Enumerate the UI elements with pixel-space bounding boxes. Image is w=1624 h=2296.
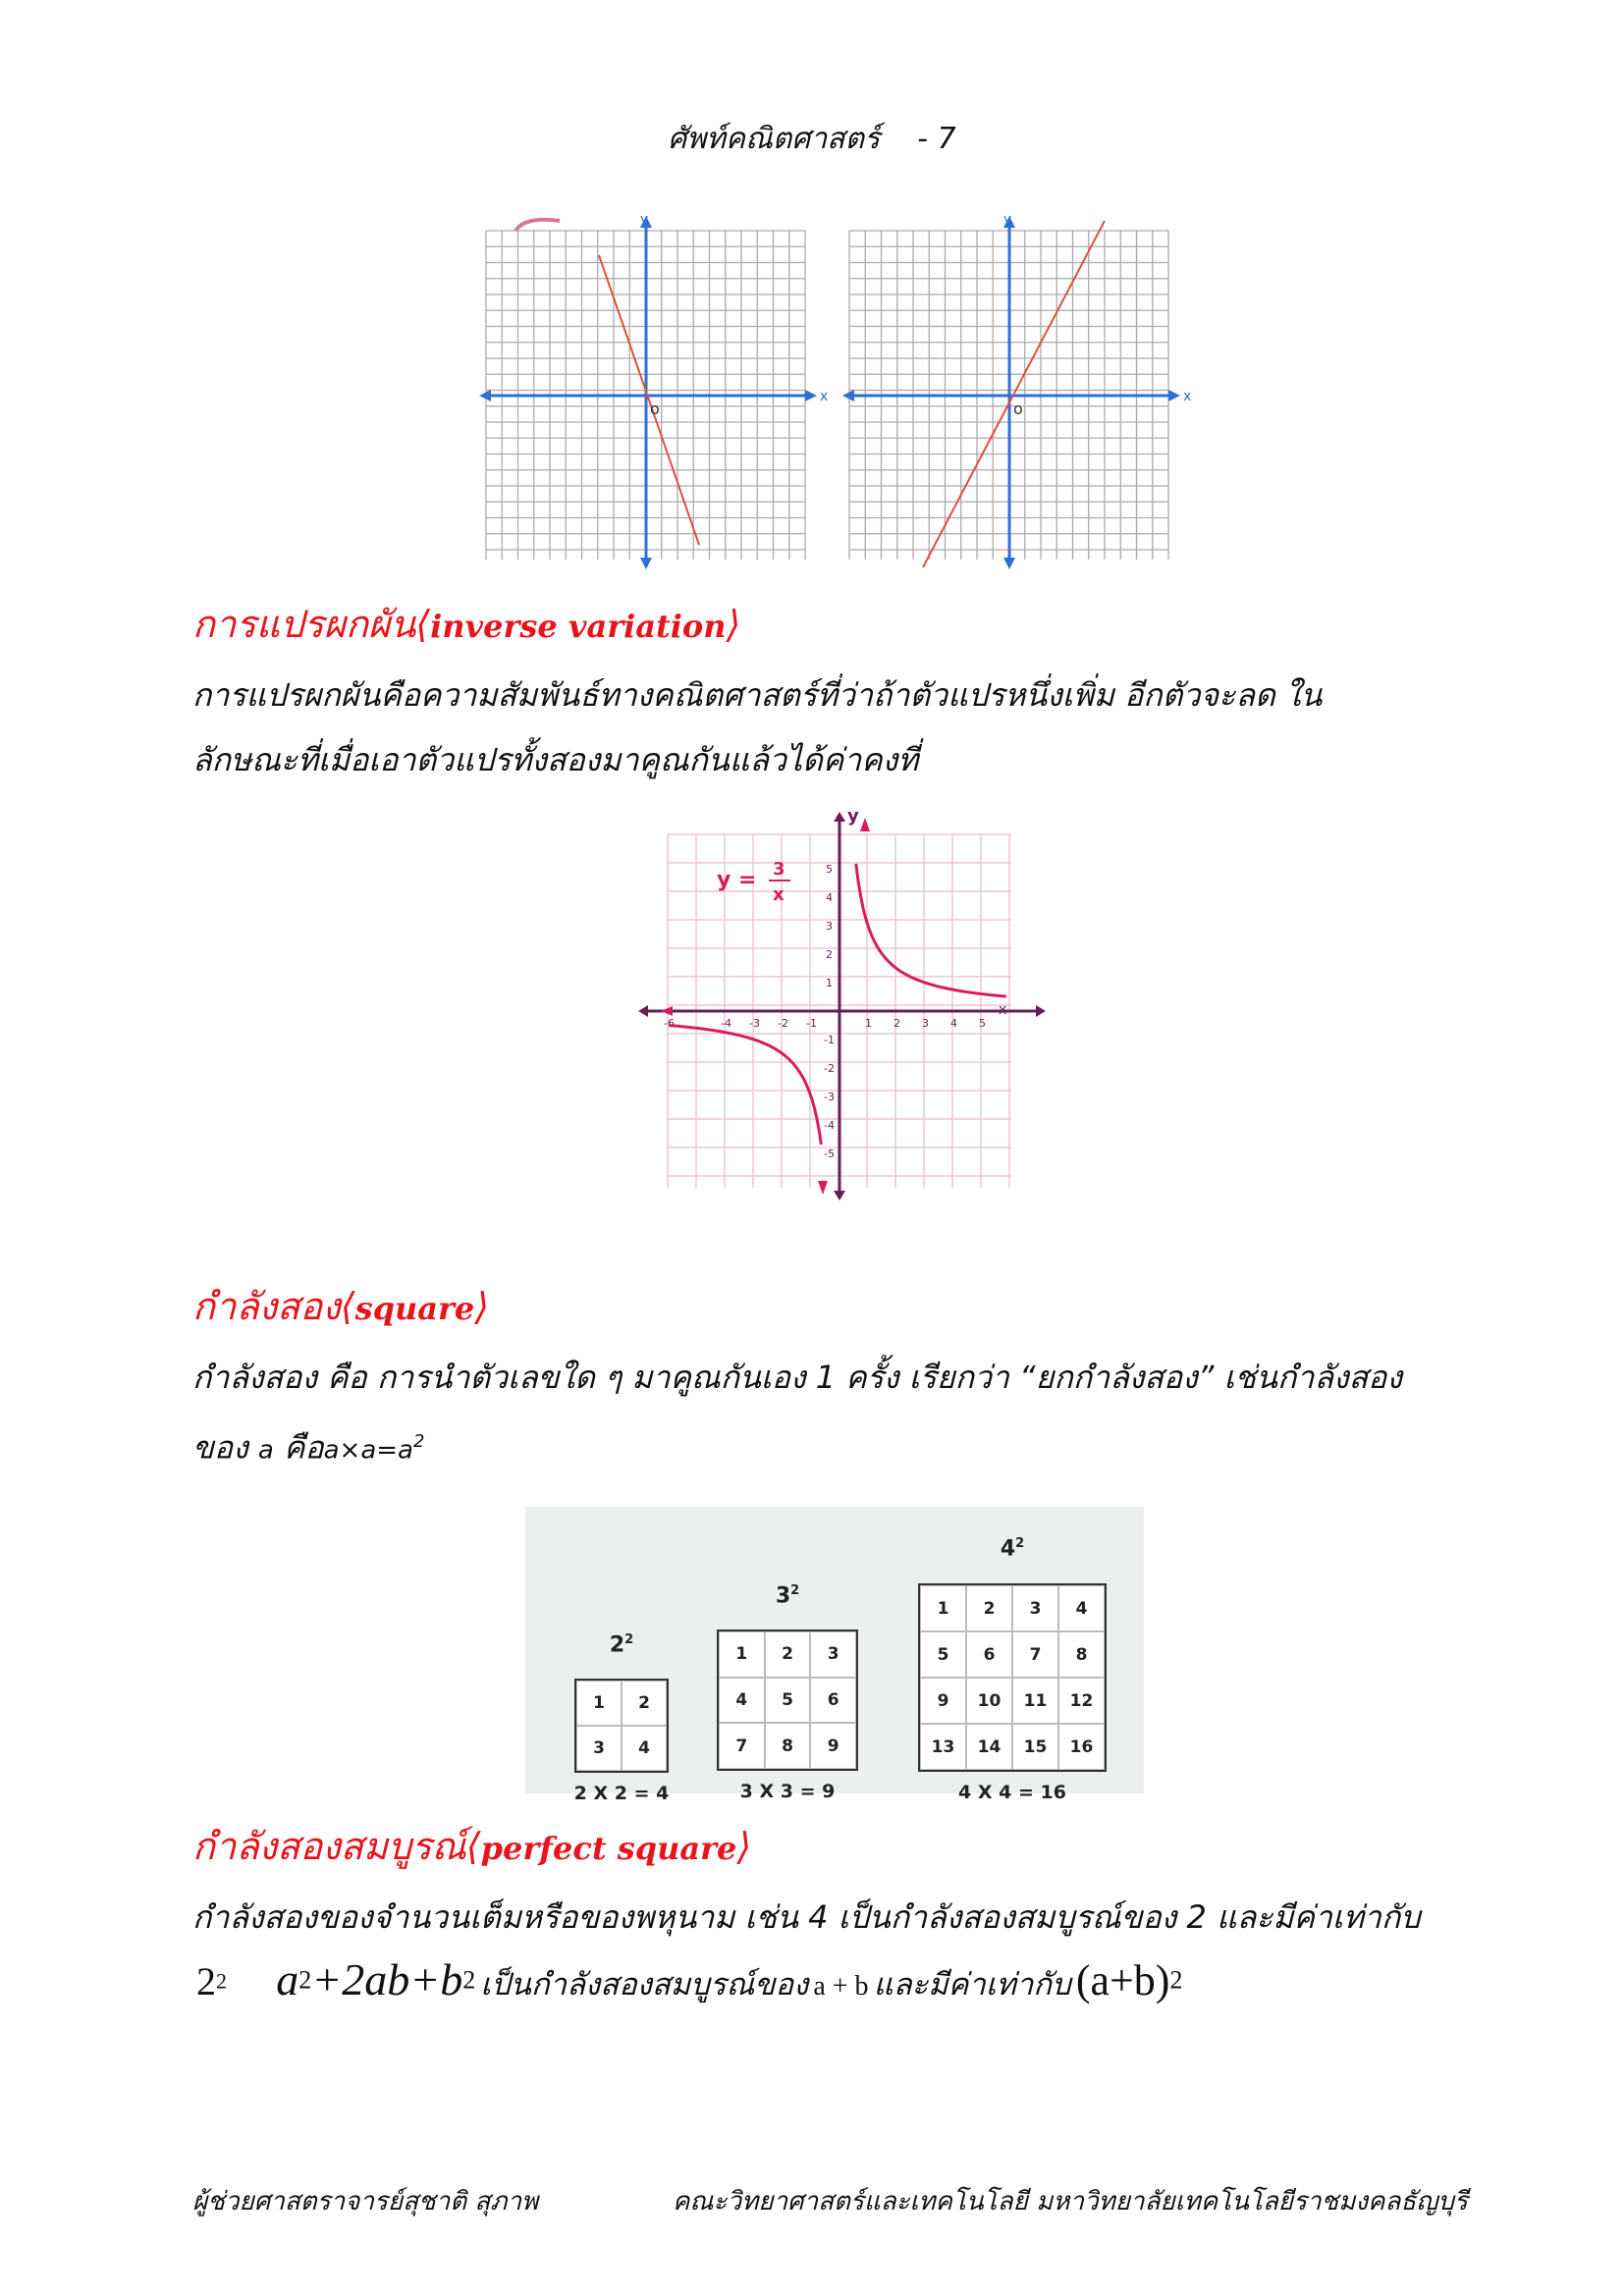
perfect-square-line-1: กำลังสองของจำนวนเต็มหรือของพหุนาม เช่น 4 เป็นกำลังสองสมบูรณ์ของ 2 และมีค่าเท่ากับ bbox=[192, 1898, 1421, 1936]
x-tick-label: 5 bbox=[979, 1017, 986, 1030]
heading-perfect-square: กำลังสองสมบูรณ์⟨perfect square⟩ bbox=[192, 1825, 752, 1868]
grid-cell: 9 bbox=[810, 1723, 856, 1769]
y-tick-label: 4 bbox=[826, 891, 833, 904]
grid-cell: 9 bbox=[920, 1678, 966, 1724]
inverse-variation-definition bbox=[192, 663, 1489, 792]
poly-mid: +2ab+b bbox=[311, 1954, 463, 2004]
grid-cell: 7 bbox=[1012, 1631, 1058, 1678]
y-tick-label: -5 bbox=[824, 1148, 835, 1160]
grid-cell: 16 bbox=[1058, 1724, 1105, 1770]
grid-cell: 8 bbox=[1058, 1631, 1105, 1678]
grid-cell: 1 bbox=[719, 1631, 765, 1678]
y-label: y bbox=[847, 806, 859, 827]
grid-cell: 13 bbox=[920, 1724, 966, 1770]
grid-cell: 12 bbox=[1058, 1678, 1105, 1724]
square-grid-title: $3^2$ bbox=[775, 1583, 800, 1609]
x-tick-label: -3 bbox=[749, 1017, 760, 1030]
square-grid-title: $4^2$ bbox=[1000, 1536, 1025, 1562]
square-figure bbox=[525, 1507, 1144, 1804]
y-label: y bbox=[640, 212, 649, 228]
inverse-variation-graph bbox=[643, 806, 1046, 1202]
y-tick-label: -3 bbox=[824, 1091, 835, 1103]
curve-branch-negative bbox=[669, 1026, 821, 1145]
grid-cell: 8 bbox=[765, 1723, 811, 1769]
y-tick-label: -4 bbox=[824, 1119, 835, 1132]
grid-cell: 14 bbox=[966, 1724, 1012, 1770]
x-tick-label: -4 bbox=[721, 1017, 731, 1030]
x-tick-label: 1 bbox=[865, 1017, 872, 1030]
grid-cell: 4 bbox=[719, 1678, 765, 1724]
grid-cell: 11 bbox=[1012, 1678, 1058, 1724]
perfect-square-line-2: $2^2$ $a^2+2ab+b^2$ เป็นกำลังสองสมบูรณ์ของ a + b และมีค่าเท่ากับ $(a+b)^2$ bbox=[196, 1954, 1183, 2004]
definition-line-1: การแปรผกผันคือความสัมพันธ์ทางคณิตศาสตร์ที่ว่าถ้าตัวแปรหนึ่งเพิ่ม อีกตัวจะลด ใน bbox=[192, 676, 1323, 714]
y-label: y bbox=[1003, 212, 1012, 228]
grid-cell: 4 bbox=[622, 1726, 667, 1771]
x-tick-label: 4 bbox=[950, 1017, 957, 1030]
definition-line-2: ลักษณะที่เมื่อเอาตัวแปรทั้งสองมาคูณกันแล้วได้ค่าคงที่ bbox=[192, 741, 919, 778]
equation-lhs: y = bbox=[717, 868, 757, 892]
grid-cell: 3 bbox=[576, 1726, 622, 1771]
y-tick-label: -2 bbox=[824, 1062, 835, 1075]
linear-graph-negative-slope bbox=[481, 206, 829, 569]
grid-cell: 5 bbox=[765, 1678, 811, 1724]
poly-a: a bbox=[276, 1954, 299, 2004]
grid-cell: 7 bbox=[719, 1723, 765, 1769]
grid-cell: 1 bbox=[920, 1585, 966, 1631]
grid-cell: 3 bbox=[810, 1631, 856, 1678]
square-line-1: กำลังสอง คือ การนำตัวเลขใด ๆ มาคูณกันเอง 1 ครั้ง เรียกว่า “ยกกำลังสอง” เช่นกำลังสอง bbox=[192, 1359, 1402, 1396]
x-label: x bbox=[820, 389, 829, 404]
square-grid bbox=[918, 1583, 1107, 1772]
page-header bbox=[0, 116, 1624, 162]
heading-square: กำลังสอง⟨square⟩ bbox=[192, 1285, 490, 1328]
origin-label: o bbox=[650, 400, 660, 418]
grid-cell: 2 bbox=[765, 1631, 811, 1678]
header-page-number: - 7 bbox=[917, 122, 956, 156]
grid-cell: 1 bbox=[576, 1681, 622, 1726]
expr-big: (a+b) bbox=[1075, 1956, 1170, 2004]
poly-text: เป็นกำลังสองสมบูรณ์ของ bbox=[480, 1967, 809, 2002]
equation-numerator: 3 bbox=[773, 859, 785, 880]
grid-cell: 2 bbox=[966, 1585, 1012, 1631]
y-tick-label: 3 bbox=[826, 920, 833, 933]
grid-cell: 3 bbox=[1012, 1585, 1058, 1631]
x-tick-label: -1 bbox=[806, 1017, 817, 1030]
x-tick-label: -6 bbox=[664, 1017, 675, 1030]
square-line-2: ของ a คือ$a\times a=a^2$ bbox=[192, 1428, 425, 1467]
origin-label: o bbox=[1013, 400, 1023, 418]
math-base: 2 bbox=[196, 1959, 216, 2003]
equal-text: และมีค่าเท่ากับ bbox=[873, 1967, 1071, 2002]
y-tick-label: 5 bbox=[826, 863, 833, 876]
grid-cell: 6 bbox=[966, 1631, 1012, 1678]
footer-author: ผู้ช่วยศาสตราจารย์สุชาติ สุภาพ bbox=[192, 2187, 539, 2216]
square-grid-title: $2^2$ bbox=[609, 1632, 634, 1658]
square-grid-caption: 3 X 3 = 9 bbox=[739, 1781, 836, 1802]
x-tick-label: 3 bbox=[922, 1017, 929, 1030]
grid-cell: 15 bbox=[1012, 1724, 1058, 1770]
square-grid bbox=[574, 1679, 669, 1773]
square-definition bbox=[192, 1345, 1498, 1483]
x-label: x bbox=[1183, 389, 1192, 404]
grid-cell: 4 bbox=[1058, 1585, 1105, 1631]
header-title: ศัพท์คณิตศาสตร์ bbox=[668, 122, 881, 156]
x-tick-label: -2 bbox=[778, 1017, 788, 1030]
x-tick-label: 2 bbox=[893, 1017, 900, 1030]
square-grid bbox=[717, 1629, 858, 1771]
footer-institution: คณะวิทยาศาสตร์และเทคโนโลยี มหาวิทยาลัยเทคโนโลยีราชมงคลธัญบุรี bbox=[673, 2187, 1468, 2216]
equation-denominator: x bbox=[773, 884, 785, 905]
x-label: x bbox=[999, 1002, 1007, 1018]
expr-small: a + b bbox=[813, 1971, 869, 2002]
grid-cell: 6 bbox=[810, 1678, 856, 1724]
y-tick-label: 2 bbox=[826, 948, 833, 961]
heading-inverse-variation: การแปรผกผัน⟨inverse variation⟩ bbox=[192, 603, 741, 646]
grid-cell: 5 bbox=[920, 1631, 966, 1678]
linear-graph-positive-slope bbox=[844, 206, 1192, 569]
y-tick-label: 1 bbox=[826, 977, 833, 989]
y-tick-label: -1 bbox=[824, 1034, 835, 1046]
square-grid-caption: 2 X 2 = 4 bbox=[573, 1783, 670, 1804]
grid-cell: 2 bbox=[622, 1681, 667, 1726]
grid-cell: 10 bbox=[966, 1678, 1012, 1724]
square-grid-caption: 4 X 4 = 16 bbox=[958, 1782, 1066, 1803]
